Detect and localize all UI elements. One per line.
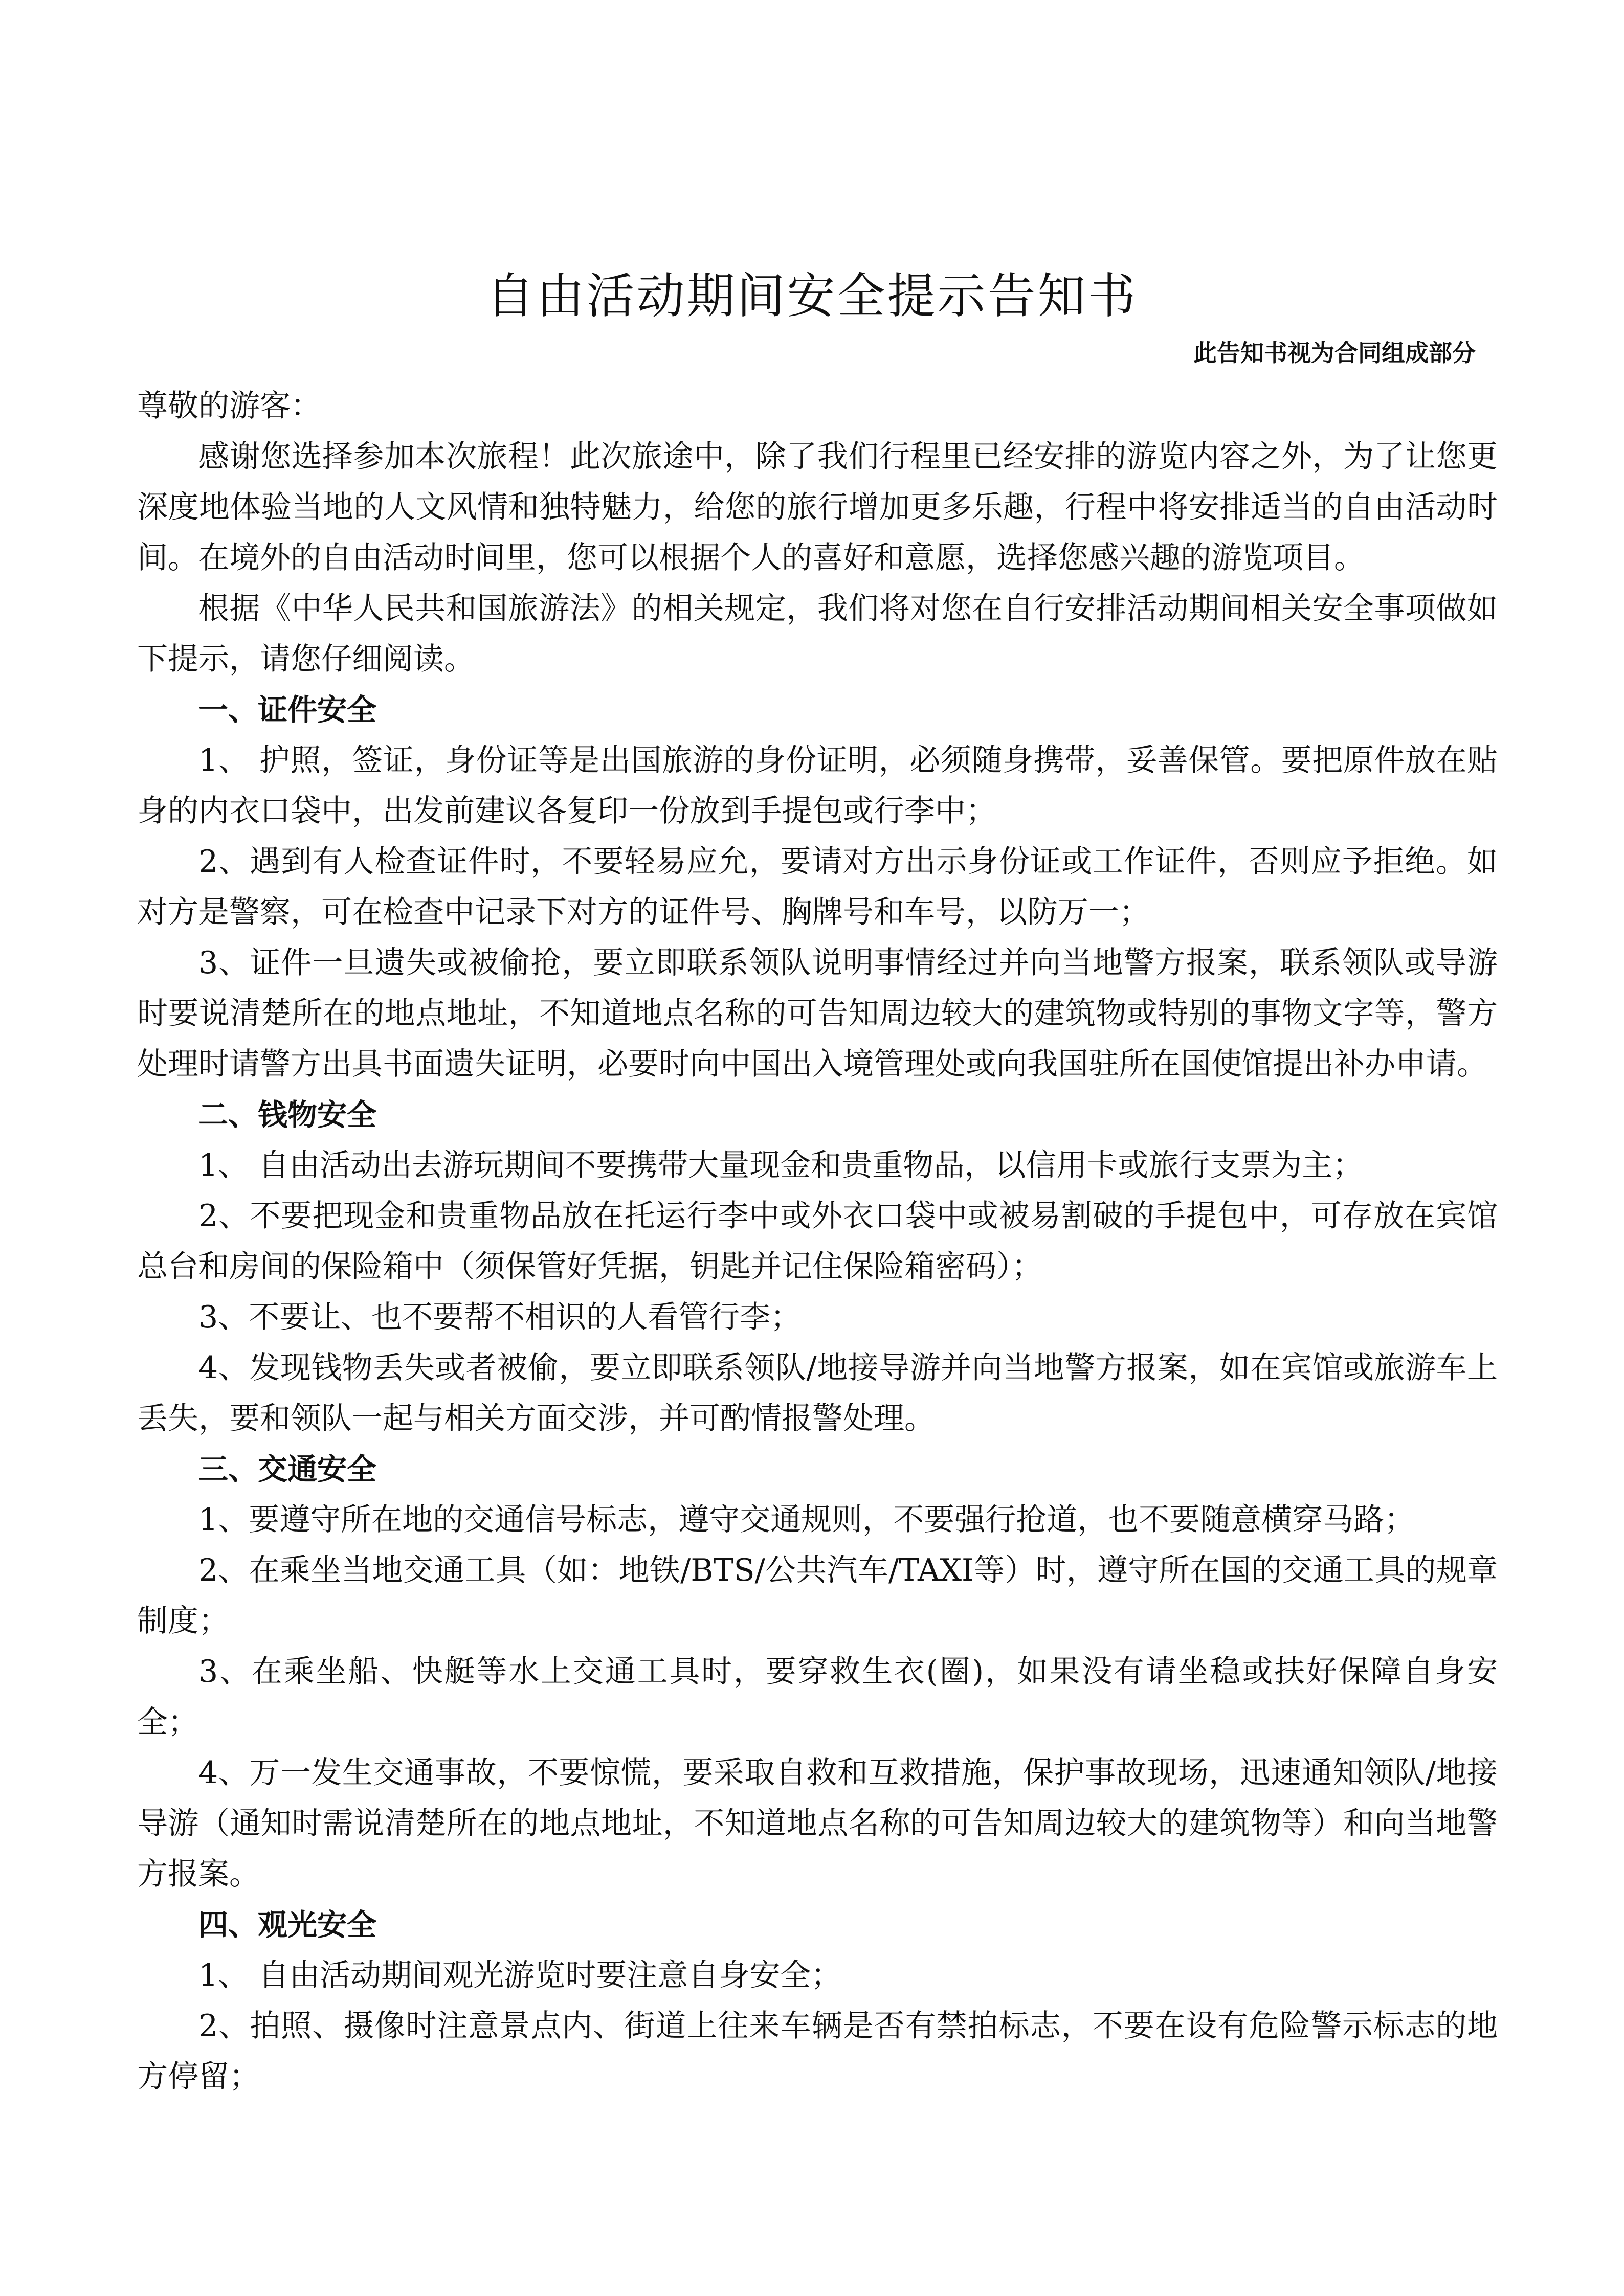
section-item: 1、 护照，签证，身份证等是出国旅游的身份证明，必须随身携带，妥善保管。要把原件放在贴身的内衣口袋中，出发前建议各复印一份放到手提包或行李中； [137,742,1498,829]
section-item: 4、万一发生交通事故，不要惊慌，要采取自救和互救措施，保护事故现场，迅速通知领队/地接导游（通知时需说清楚所在的地点地址，不知道地点名称的可告知周边较大的建筑物等）和向当地警方报案。 [137,1755,1498,1892]
section-heading: 四、观光安全 [198,1907,377,1942]
section-item: 1、 自由活动期间观光游览时要注意自身安全； [198,1957,842,1993]
document-title: 自由活动期间安全提示告知书 [486,268,1138,324]
section-heading: 二、钱物安全 [198,1097,377,1132]
section-item: 2、拍照、摄像时注意景点内、街道上往来车辆是否有禁拍标志，不要在设有危险警示标志的地方停留； [137,2008,1498,2095]
section-item: 2、在乘坐当地交通工具（如：地铁/BTS/公共汽车/TAXI等）时，遵守所在国的交通工具的规章制度； [137,1552,1498,1639]
intro-paragraph: 根据《中华人民共和国旅游法》的相关规定，我们将对您在自行安排活动期间相关安全事项做如下提示，请您仔细阅读。 [137,591,1498,677]
section-item: 2、不要把现金和贵重物品放在托运行李中或外衣口袋中或被易割破的手提包中，可存放在宾馆总台和房间的保险箱中（须保管好凭据，钥匙并记住保险箱密码）； [137,1198,1498,1285]
section-item: 1、 自由活动出去游玩期间不要携带大量现金和贵重物品，以信用卡或旅行支票为主； [198,1147,1364,1183]
section-heading: 一、证件安全 [198,692,377,727]
section-item: 1、要遵守所在地的交通信号标志，遵守交通规则，不要强行抢道，也不要随意横穿马路； [198,1502,1415,1538]
section-heading: 三、交通安全 [198,1452,377,1487]
section-item: 2、遇到有人检查证件时，不要轻易应允，要请对方出示身份证或工作证件，否则应予拒绝。如对方是警察，可在检查中记录下对方的证件号、胸牌号和车号，以防万一； [137,844,1498,930]
document-body [137,381,1498,2102]
section-item: 3、在乘坐船、快艇等水上交通工具时，要穿救生衣(圈)，如果没有请坐稳或扶好保障自身安全； [137,1654,1498,1740]
section-item: 3、证件一旦遗失或被偷抢，要立即联系领队说明事情经过并向当地警方报案，联系领队或导游时要说清楚所在的地点地址，不知道地点名称的可告知周边较大的建筑物或特别的事物文字等，警方处理时请警方出具书面遗失证明，必要时向中国出入境管理处或向我国驻所在国使馆提出补办申请。 [137,945,1498,1082]
intro-paragraph: 感谢您选择参加本次旅程！此次旅途中，除了我们行程里已经安排的游览内容之外，为了让您更深度地体验当地的人文风情和独特魅力，给您的旅行增加更多乐趣，行程中将安排适当的自由活动时间。在境外的自由活动时间里，您可以根据个人的喜好和意愿，选择您感兴趣的游览项目。 [137,439,1498,576]
salutation: 尊敬的游客： [137,388,321,424]
contract-note: 此告知书视为合同组成部分 [1193,339,1476,367]
section-item: 3、不要让、也不要帮不相识的人看管行李； [198,1299,802,1335]
section-item: 4、发现钱物丢失或者被偷，要立即联系领队/地接导游并向当地警方报案，如在宾馆或旅游车上丢失，要和领队一起与相关方面交涉，并可酌情报警处理。 [137,1350,1498,1436]
